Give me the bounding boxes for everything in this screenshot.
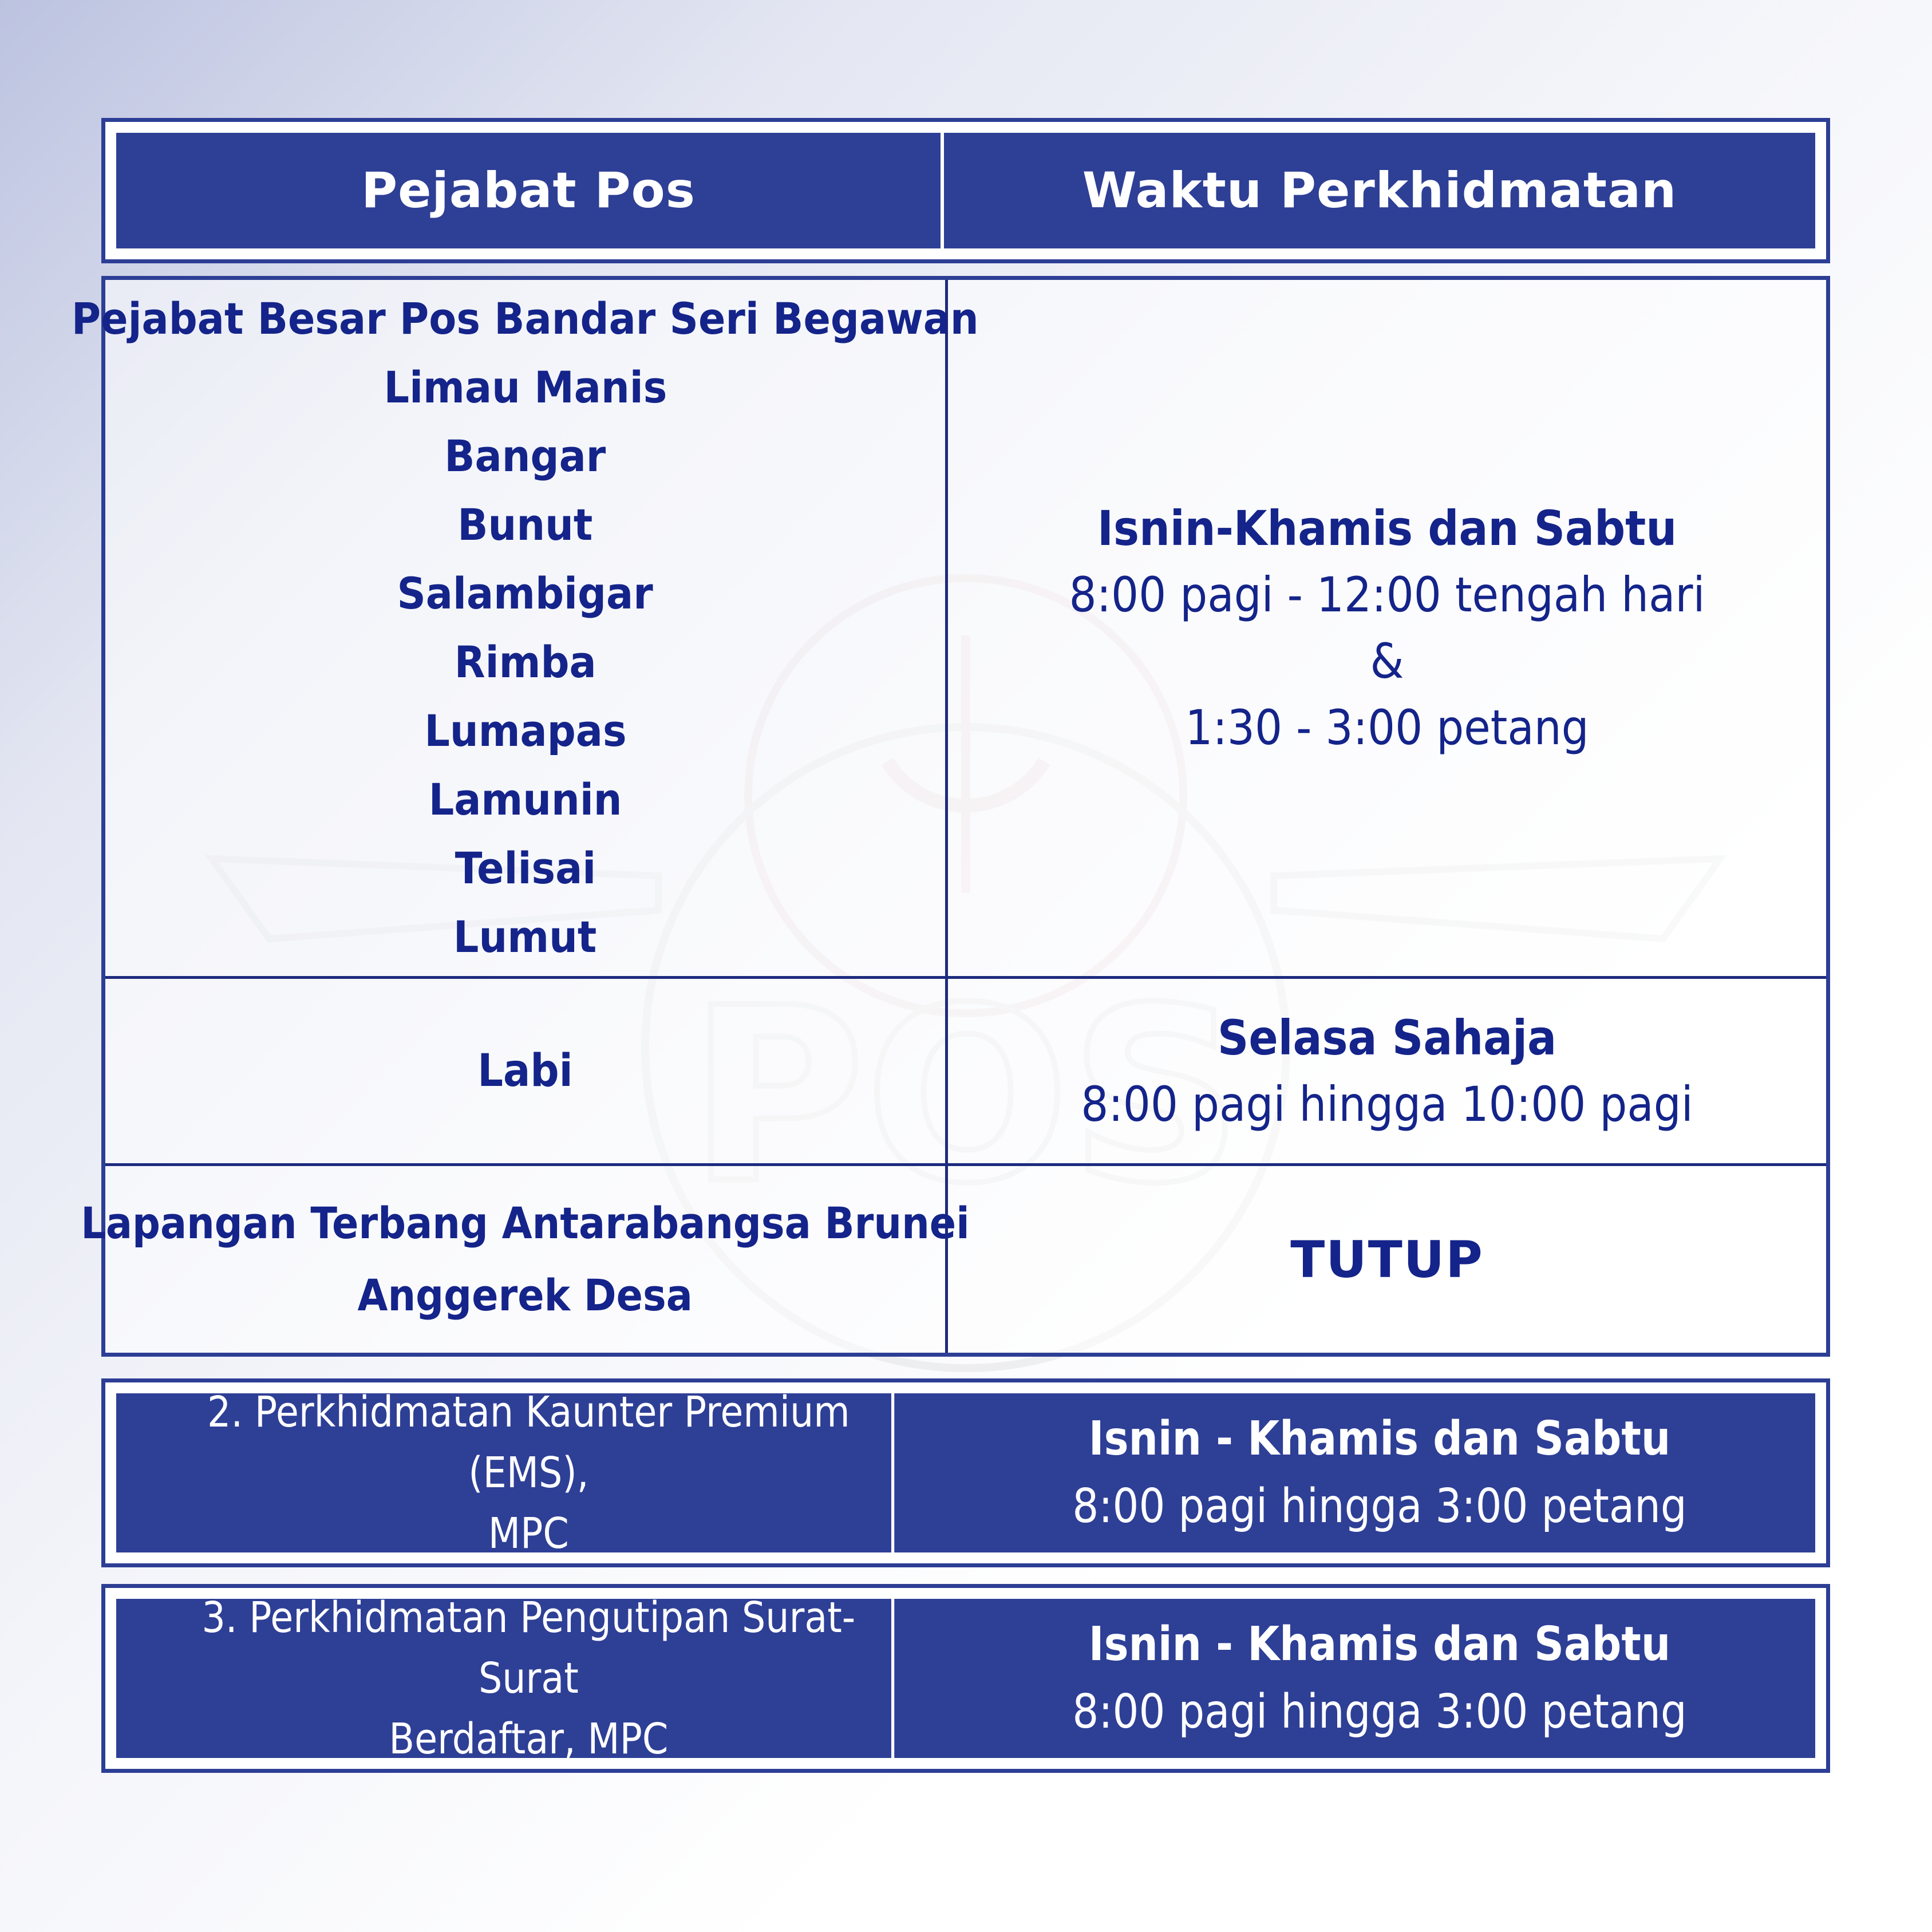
- service-hours: [996, 1599, 1763, 1758]
- service-name-line: Berdaftar, MPC: [389, 1714, 669, 1764]
- service-time: 8:00 pagi hingga 3:00 petang: [1072, 1479, 1687, 1534]
- hours-days: Selasa Sahaja: [1217, 1010, 1557, 1066]
- hours-separator: &: [1370, 633, 1404, 689]
- hours-days: Isnin-Khamis dan Sabtu: [1097, 500, 1677, 556]
- office-name: Anggerek Desa: [357, 1270, 693, 1321]
- office-name: Labi: [477, 1045, 573, 1097]
- office-name: Lapangan Terbang Antarabangsa Brunei: [81, 1198, 970, 1249]
- header-cell-office: [116, 133, 944, 248]
- table-row-1-offices: [72, 280, 979, 976]
- table-row-3-hours: [948, 1166, 1826, 1353]
- table-row-1-hours: [992, 280, 1783, 976]
- hours-time: 8:00 pagi - 12:00 tengah hari: [1069, 567, 1705, 623]
- service-name-line: 3. Perkhidmatan Pengutipan Surat-Surat: [202, 1593, 856, 1703]
- table-header-bar: [116, 133, 1815, 248]
- header-hours-label: Waktu Perkhidmatan: [1082, 162, 1677, 219]
- service-box-ems: [101, 1378, 1830, 1567]
- service-name: [166, 1388, 894, 1558]
- service-bar: [116, 1593, 1815, 1764]
- hours-time: 8:00 pagi hingga 10:00 pagi: [1081, 1076, 1693, 1132]
- office-name: Lumapas: [424, 705, 627, 756]
- office-name: Salambigar: [397, 568, 654, 619]
- header-office-label: Pejabat Pos: [361, 162, 696, 219]
- office-name: Bangar: [444, 430, 606, 481]
- office-name: Rimba: [454, 637, 596, 688]
- service-hours: [996, 1393, 1763, 1552]
- closed-status: TUTUP: [1290, 1230, 1484, 1289]
- office-name: Pejabat Besar Pos Bandar Seri Begawan: [72, 293, 979, 344]
- schedule-table: [72, 276, 1830, 1357]
- service-days: Isnin - Khamis dan Sabtu: [1088, 1617, 1671, 1672]
- service-box-registered-mail: [101, 1584, 1830, 1773]
- table-header: [101, 118, 1830, 263]
- service-name-line: 2. Perkhidmatan Kaunter Premium (EMS),: [207, 1388, 850, 1498]
- header-cell-hours: [944, 133, 1815, 248]
- office-name: Lumut: [453, 911, 597, 962]
- service-days: Isnin - Khamis dan Sabtu: [1088, 1412, 1671, 1466]
- service-name: [166, 1593, 894, 1764]
- office-name: Limau Manis: [384, 362, 667, 413]
- table-row-2-offices: [105, 979, 945, 1163]
- table-row-3-offices: [81, 1166, 970, 1353]
- office-name: Telisai: [455, 843, 596, 894]
- office-name: Lamunin: [428, 774, 622, 825]
- service-name-line: MPC: [488, 1509, 569, 1558]
- service-time: 8:00 pagi hingga 3:00 petang: [1072, 1685, 1687, 1739]
- office-name: Bunut: [457, 499, 593, 550]
- hours-time: 1:30 - 3:00 petang: [1185, 700, 1589, 756]
- service-bar: [116, 1388, 1815, 1558]
- table-row-2-hours: [992, 979, 1783, 1163]
